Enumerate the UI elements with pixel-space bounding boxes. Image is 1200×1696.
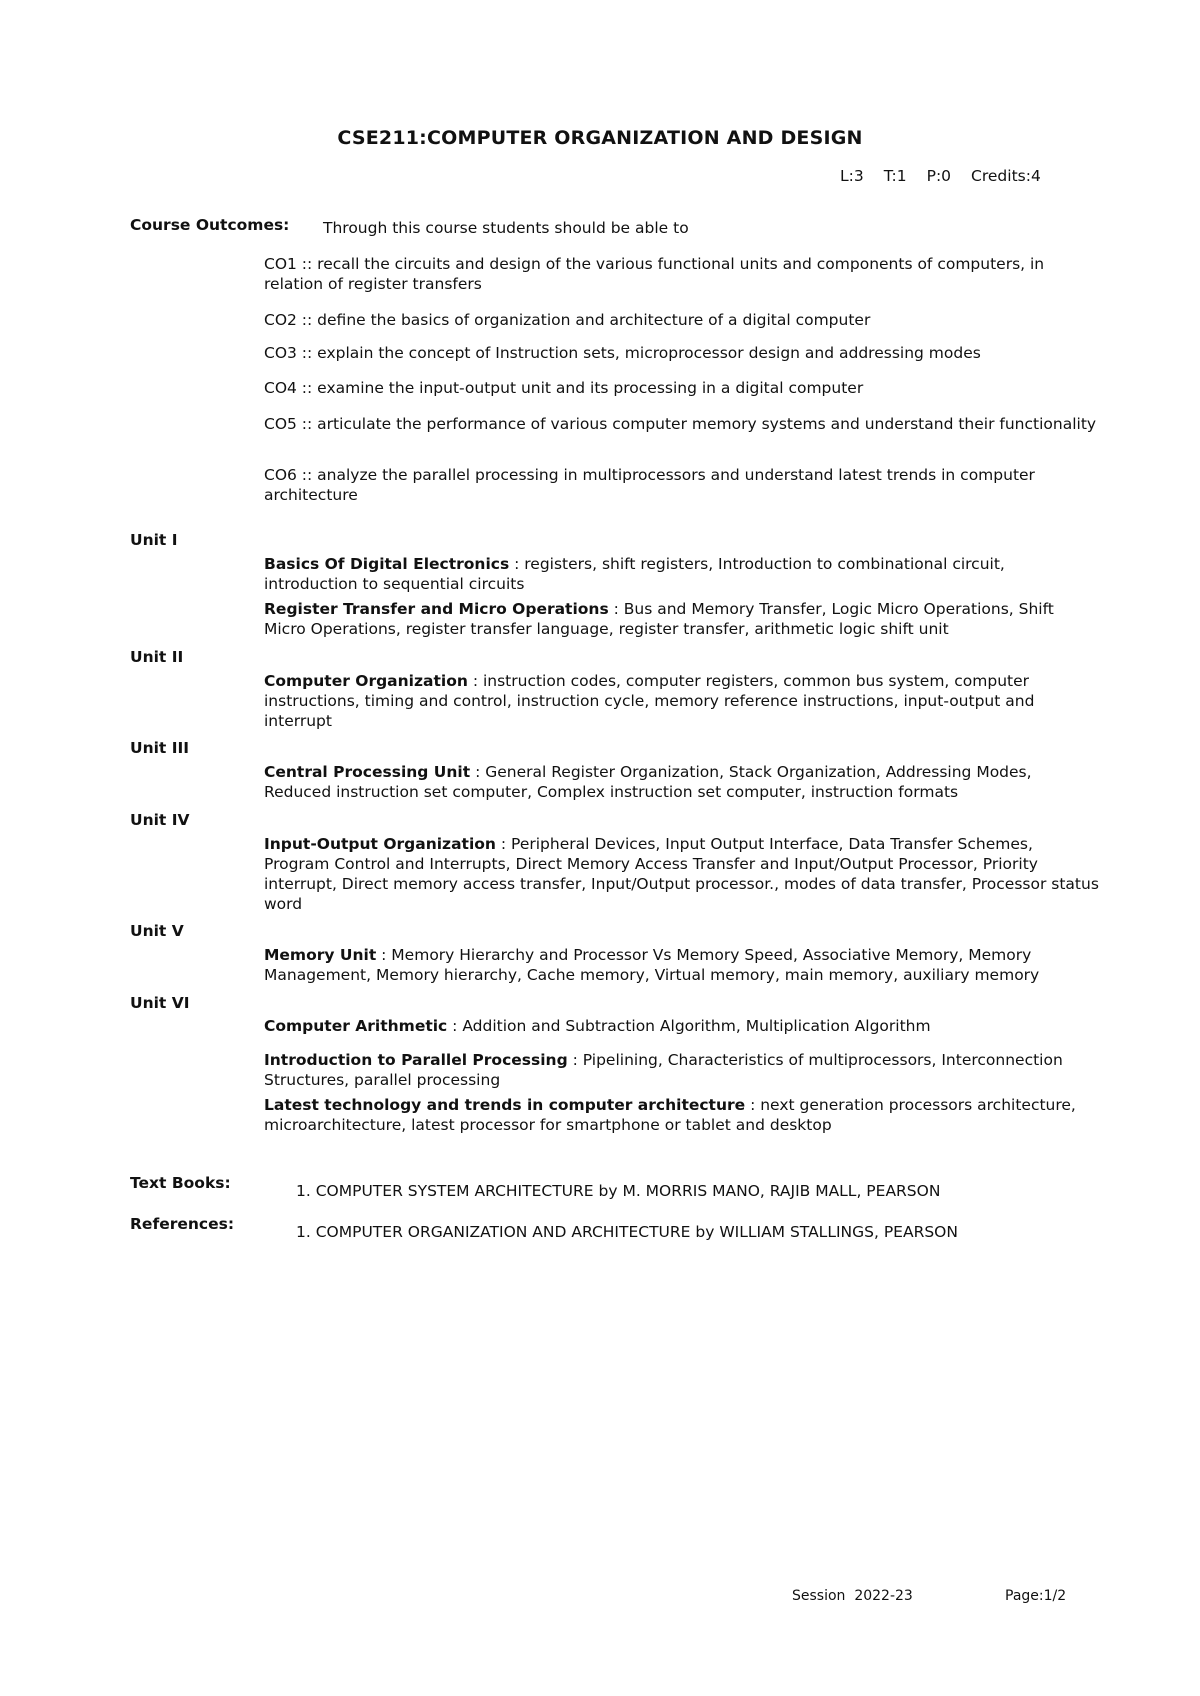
topic-heading: Input-Output Organization bbox=[264, 835, 496, 853]
unit-topic bbox=[264, 671, 1099, 731]
unit-label: Unit V bbox=[130, 922, 184, 940]
course-outcome: CO3 :: explain the concept of Instruction sets, microprocessor design and addressing modes bbox=[264, 344, 981, 362]
topic-heading: Basics Of Digital Electronics bbox=[264, 555, 510, 573]
unit-topic bbox=[264, 599, 1099, 639]
reference-item: 1. COMPUTER ORGANIZATION AND ARCHITECTURE by WILLIAM STALLINGS, PEARSON bbox=[296, 1223, 958, 1241]
topic-text: : next generation processors architecture, microarchitecture, latest processor for smartphone or tablet and desktop bbox=[264, 1096, 1076, 1134]
unit-topic bbox=[264, 1050, 1099, 1090]
course-outcomes-intro: Through this course students should be able to bbox=[323, 219, 689, 237]
topic-text: : Addition and Subtraction Algorithm, Multiplication Algorithm bbox=[447, 1017, 931, 1035]
tutorial-hours: T:1 bbox=[883, 167, 907, 185]
topic-text: : Memory Hierarchy and Processor Vs Memory Speed, Associative Memory, Memory Management, Memory hierarchy, Cache memory, Virtual memory, main memory, auxiliary memory bbox=[264, 946, 1040, 984]
topic-text: : General Register Organization, Stack Organization, Addressing Modes, Reduced instruction set computer, Complex instruction set computer, instruction formats bbox=[264, 763, 1032, 801]
page-number: Page:1/2 bbox=[1005, 1588, 1067, 1604]
topic-text: : Peripheral Devices, Input Output Interface, Data Transfer Schemes, Program Control and Interrupts, Direct Memory Access Transfer and Input/Output Processor, Priority interrupt, Direct memory access transfer, Input/Output processor., modes of data transfer, Processor status word bbox=[264, 835, 1099, 913]
course-outcome: CO1 :: recall the circuits and design of the various functional units and components of computers, in relation of register transfers bbox=[264, 255, 1045, 293]
unit-topic bbox=[264, 945, 1099, 985]
text-books-label: Text Books: bbox=[130, 1174, 231, 1192]
course-outcome: CO4 :: examine the input-output unit and its processing in a digital computer bbox=[264, 379, 864, 397]
unit-label: Unit VI bbox=[130, 994, 190, 1012]
ltp-credits bbox=[840, 166, 1041, 186]
unit-label: Unit III bbox=[130, 739, 190, 757]
lecture-hours: L:3 bbox=[840, 167, 864, 185]
topic-heading: Central Processing Unit bbox=[264, 763, 471, 781]
course-outcomes-label: Course Outcomes: bbox=[130, 216, 290, 234]
session-footer: Session 2022-23 bbox=[792, 1588, 913, 1604]
unit-topic bbox=[264, 834, 1099, 914]
course-outcome: CO6 :: analyze the parallel processing in multiprocessors and understand latest trends in computer architecture bbox=[264, 466, 1035, 504]
topic-heading: Memory Unit bbox=[264, 946, 377, 964]
topic-heading: Computer Arithmetic bbox=[264, 1017, 448, 1035]
unit-label: Unit I bbox=[130, 531, 178, 549]
topic-text: : registers, shift registers, Introduction to combinational circuit, introduction to sequential circuits bbox=[264, 555, 1005, 593]
topic-text: : Pipelining, Characteristics of multiprocessors, Interconnection Structures, parallel processing bbox=[264, 1051, 1063, 1089]
topic-text: : instruction codes, computer registers, common bus system, computer instructions, timing and control, instruction cycle, memory reference instructions, input-output and interrupt bbox=[264, 672, 1035, 730]
page-title: CSE211:COMPUTER ORGANIZATION AND DESIGN bbox=[337, 127, 863, 149]
unit-topic bbox=[264, 554, 1099, 594]
topic-heading: Latest technology and trends in computer architecture bbox=[264, 1096, 746, 1114]
references-label: References: bbox=[130, 1215, 235, 1233]
topic-heading: Computer Organization bbox=[264, 672, 468, 690]
practical-hours: P:0 bbox=[926, 167, 952, 185]
unit-topic bbox=[264, 762, 1099, 802]
topic-text: : Bus and Memory Transfer, Logic Micro Operations, Shift Micro Operations, register transfer language, register transfer, arithmetic logic shift unit bbox=[264, 600, 1054, 638]
course-outcome: CO5 :: articulate the performance of various computer memory systems and understand their functionality bbox=[264, 415, 1097, 433]
credits: Credits:4 bbox=[971, 167, 1041, 185]
unit-label: Unit IV bbox=[130, 811, 190, 829]
topic-heading: Register Transfer and Micro Operations bbox=[264, 600, 609, 618]
text-book-item: 1. COMPUTER SYSTEM ARCHITECTURE by M. MORRIS MANO, RAJIB MALL, PEARSON bbox=[296, 1182, 941, 1200]
unit-topic bbox=[264, 1095, 1099, 1135]
unit-topic bbox=[264, 1016, 1099, 1036]
course-outcome: CO2 :: define the basics of organization and architecture of a digital computer bbox=[264, 311, 871, 329]
topic-heading: Introduction to Parallel Processing bbox=[264, 1051, 568, 1069]
unit-label: Unit II bbox=[130, 648, 184, 666]
